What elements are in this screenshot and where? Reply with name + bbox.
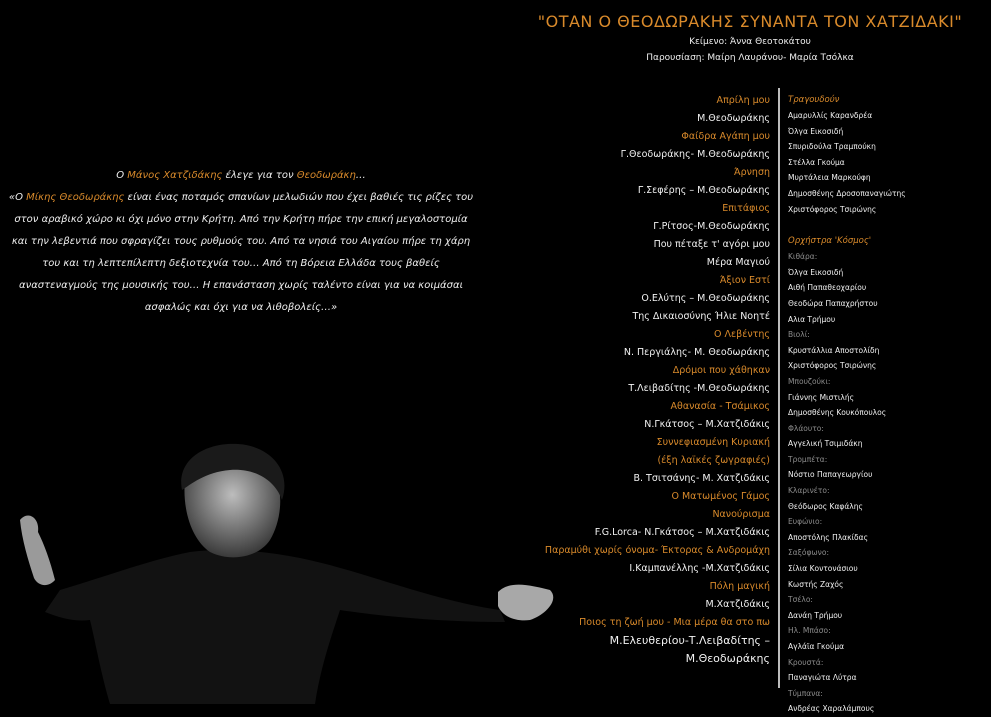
- song-credit: Γ.Σεφέρης – Μ.Θεοδωράκης: [637, 185, 770, 196]
- singer-name: Μυρτάλεια Μαρκούφη: [788, 173, 871, 183]
- column-divider: [778, 88, 780, 688]
- song-title: Αθανασία - Τσάμικος: [670, 401, 770, 412]
- musician-name: Παναγιώτα Λύτρα: [788, 673, 857, 683]
- poster-header: [520, 12, 980, 63]
- song-credit: Μ.Θεοδωράκης: [697, 113, 770, 124]
- song-title: Επιτάφιος: [722, 203, 770, 214]
- orchestra-heading: Ορχήστρα 'Κόσμος': [788, 236, 872, 247]
- singers-heading: Τραγουδούν: [788, 95, 840, 105]
- singer-name: Δημοσθένης Δροσοπαναγιώτης: [788, 188, 906, 198]
- musician-name: Αγλάϊα Γκούμα: [788, 642, 845, 651]
- song-title: (έξη λαϊκές ζωγραφιές): [657, 455, 770, 466]
- quote-intro: [6, 165, 476, 187]
- presentation-credit: Παρουσίαση: Μαίρη Λαυράνου- Μαρία Τσόλκα: [646, 53, 854, 63]
- spacer: [788, 217, 988, 233]
- song-title: Απρίλη μου: [716, 95, 770, 106]
- quote-name-theodorakis: Θεοδωράκη: [296, 170, 356, 181]
- song-title: Άξιον Εστί: [719, 275, 770, 286]
- song-credit: Τ.Λειβαδίτης -Μ.Θεοδωράκης: [628, 383, 770, 394]
- song-credit: Μέρα Μαγιού: [706, 257, 770, 268]
- instrument-label: Κρουστά:: [788, 657, 824, 667]
- song-credit: Μ.Χατζιδάκις: [705, 599, 770, 610]
- musician-name: Κωστής Ζαχός: [788, 579, 844, 589]
- instrument-label: Τύμπανα:: [788, 688, 823, 698]
- instrument-label: Ηλ. Μπάσο:: [788, 626, 831, 636]
- musician-name: Δανάη Τρήμου: [788, 610, 843, 620]
- song-credit: Ι.Καμπανέλλης -Μ.Χατζιδάκις: [629, 563, 770, 574]
- musician-name: Αλια Τρήμου: [788, 314, 836, 324]
- song-credit: Που πέταξε τ' αγόρι μου: [653, 239, 770, 250]
- instrument-label: Μπουζούκι:: [788, 376, 831, 386]
- musician-name: Κρυστάλλια Αποστολίδη: [788, 345, 880, 355]
- theodorakis-photo: [0, 440, 560, 704]
- song-title: Φαίδρα Αγάπη μου: [681, 131, 770, 142]
- singer-name: Σπυριδούλα Τραμπούκη: [788, 142, 876, 152]
- instrument-label: Φλάουτο:: [788, 423, 824, 433]
- text-credit: Κείμενο: Άννα Θεοτοκάτου: [689, 37, 811, 47]
- song-title: Ο Λεβέντης: [714, 329, 770, 340]
- orchestra-list: [788, 249, 988, 717]
- singer-name: Στέλλα Γκούμα: [788, 157, 845, 167]
- musician-name: Αποστόλης Πλακίδας: [788, 532, 868, 542]
- song-title: Ο Ματωμένος Γάμος: [671, 491, 770, 502]
- musician-name: Σίλια Κοντονάσιου: [788, 564, 858, 574]
- quote-body: [6, 187, 476, 319]
- song-credit: Γ.Ρίτσος-Μ.Θεοδωράκης: [653, 221, 770, 232]
- song-title: Συννεφιασμένη Κυριακή: [656, 437, 770, 448]
- instrument-label: Τρομπέτα:: [788, 454, 828, 464]
- instrument-label: Κλαρινέτο:: [788, 486, 830, 496]
- song-credit: Β. Τσιτσάνης- Μ. Χατζιδάκις: [633, 473, 770, 484]
- song-title: Παραμύθι χωρίς όνομα- Έκτορας & Ανδρομάχη: [544, 545, 770, 556]
- song-title: Νανούρισμα: [712, 509, 770, 520]
- song-title: Πόλη μαγική: [709, 581, 770, 592]
- musician-name: Γιάννης Μιστιλής: [788, 392, 854, 402]
- singer-name: Όλγα Εικοσιδή: [788, 126, 844, 136]
- musician-name: Αγγελική Τσιμιδάκη: [788, 439, 863, 449]
- quote-body-name: Μίκης Θεοδωράκης: [26, 192, 125, 203]
- quote-body-open: «Ο: [8, 192, 27, 203]
- musician-name: Θεοδώρα Παπαχρήστου: [788, 298, 878, 308]
- song-title: Άρνηση: [734, 167, 770, 178]
- musician-name: Δημοσθένης Κουκόπουλος: [788, 408, 887, 418]
- instrument-label: Κιθάρα:: [788, 252, 818, 262]
- singers-list: [788, 108, 988, 217]
- singer-name: Αμαρυλλίς Καρανδρέα: [788, 111, 873, 120]
- quote-intro-mid: έλεγε για τον: [222, 170, 297, 181]
- hadjidakis-quote: [6, 165, 476, 319]
- song-credit: Ν.Γκάτσος – Μ.Χατζιδάκις: [644, 419, 770, 430]
- poster-title: "ΟΤΑΝ Ο ΘΕΟΔΩΡΑΚΗΣ ΣΥΝΑΝΤΑ ΤΟΝ ΧΑΤΖΙΔΑΚΙ": [537, 12, 963, 31]
- song-title: Ποιος τη ζωή μου - Μια μέρα θα στο πω: [579, 617, 770, 628]
- musician-name: Νόστιο Παπαγεωργίου: [788, 470, 873, 480]
- song-credit: F.G.Lorca- Ν.Γκάτσος – Μ.Χατζιδάκις: [594, 527, 770, 538]
- quote-name-hadjidakis: Μάνος Χατζιδάκης: [127, 170, 223, 181]
- song-credit: Ο.Ελύτης – Μ.Θεοδωράκης: [641, 293, 770, 304]
- instrument-label: Βιολί:: [788, 330, 810, 340]
- performers-list: [788, 92, 988, 717]
- quote-body-text: είναι ένας ποταμός σπανίων μελωδιών που έχει βαθιές τις ρίζες του στον αραβικό χώρο κι όχι μόνο στην Κρήτη. Από την Κρήτη πήρε την επική μεγαλοστομία και την λεβεντιά που σφραγίζει τους ρυθμούς του. Από τα νησιά του Αιγαίου πήρε τη χάρη του και τη λεπτεπίλεπτη δεξιοτεχνία του… Από τη Βόρεια Ελλάδα τους βαθείς αναστεναγμούς της μουσικής του… Η επανάσταση χωρίς ταλέντο είναι για να κοιμάσαι ασφαλώς και όχι για να λιθοβολείς…»: [11, 192, 474, 313]
- instrument-label: Τσέλο:: [788, 595, 813, 605]
- quote-intro-pre: Ο: [116, 170, 128, 181]
- song-credit: Της Δικαιοσύνης Ήλιε Νοητέ: [632, 311, 770, 322]
- musician-name: Όλγα Εικοσιδή: [788, 267, 844, 277]
- musician-name: Ανδρέας Χαραλάμπους: [788, 704, 875, 714]
- song-credit: Μ.Ελευθερίου-Τ.Λειβαδίτης –: [609, 634, 770, 647]
- singer-name: Χριστόφορος Τσιρώνης: [788, 204, 877, 214]
- song-credit: Ν. Περγιάλης- Μ. Θεοδωράκης: [623, 347, 770, 358]
- musician-name: Χριστόφορος Τσιρώνης: [788, 361, 877, 371]
- song-title: Δρόμοι που χάθηκαν: [672, 365, 770, 376]
- song-credit: Γ.Θεοδωράκης- Μ.Θεοδωράκης: [620, 149, 770, 160]
- instrument-label: Ευφώνιο:: [788, 517, 823, 527]
- song-credit: Μ.Θεοδωράκης: [685, 652, 770, 665]
- musician-name: Αιθή Παπαθεοχαρίου: [788, 283, 867, 293]
- song-list: [520, 92, 770, 668]
- quote-intro-post: …: [355, 170, 366, 181]
- instrument-label: Σαξόφωνο:: [788, 548, 829, 558]
- musician-name: Θεόδωρος Καφάλης: [788, 501, 863, 511]
